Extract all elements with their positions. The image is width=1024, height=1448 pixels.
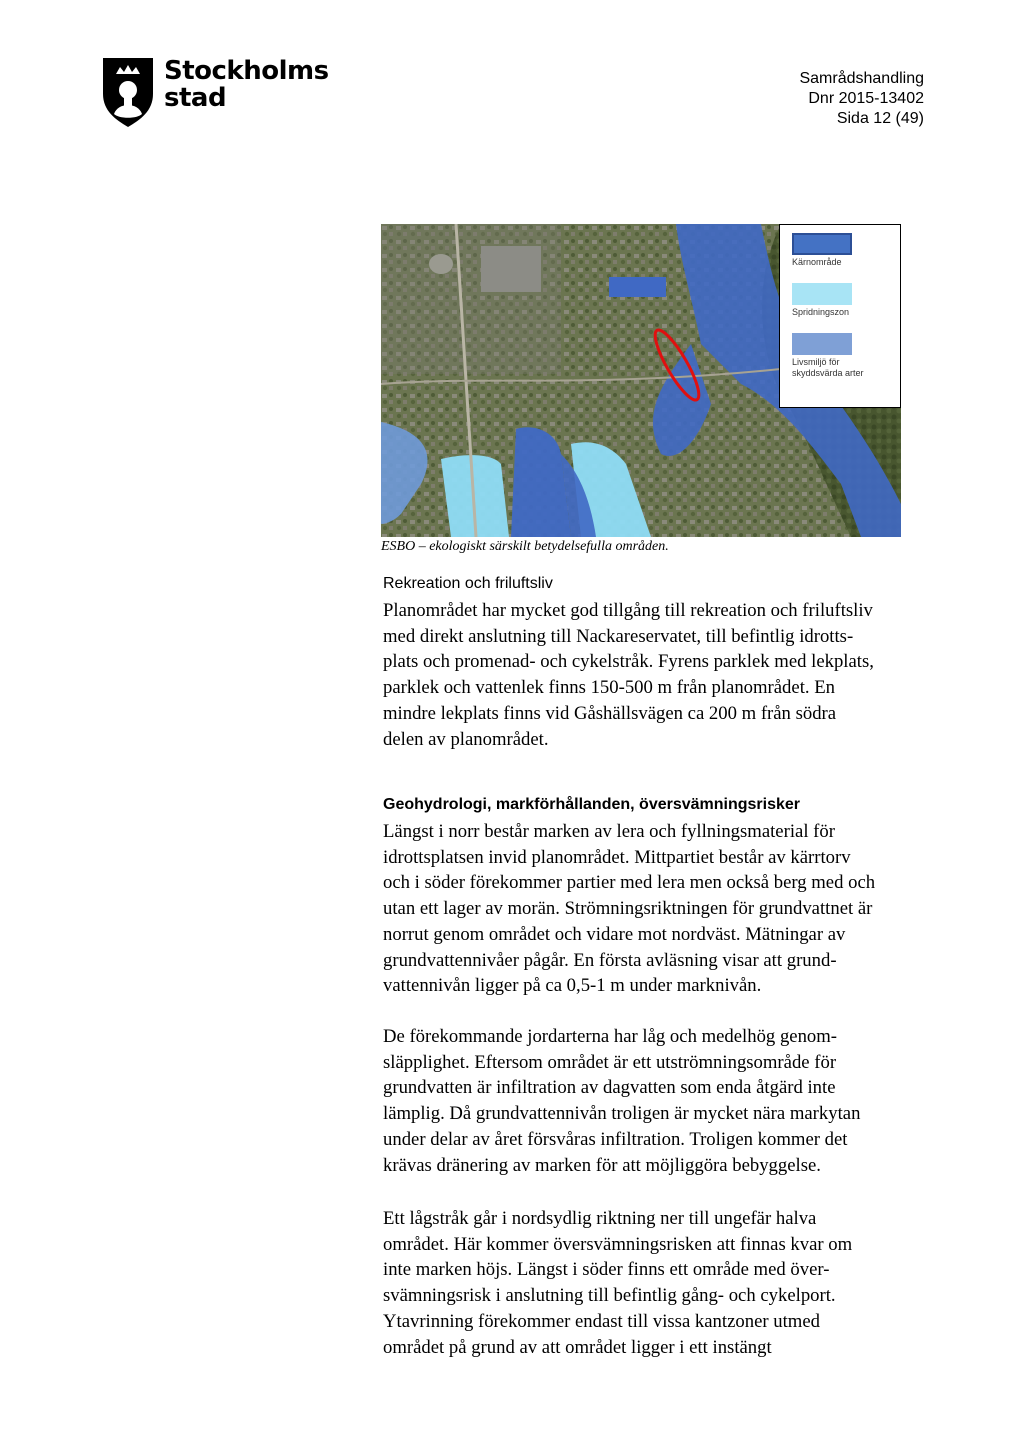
- section-body-geohydrologi-p2: [383, 1024, 943, 1178]
- map-legend: [779, 224, 901, 408]
- crest-icon: [102, 56, 154, 128]
- section-body-geohydrologi-p3: [383, 1206, 943, 1360]
- text-line: svämningsrisk i anslutning till befintlig gång- och cykelport.: [383, 1285, 836, 1307]
- legend-item-spridningszon: [792, 283, 852, 317]
- text-line: lämplig. Då grundvattennivån troligen är mycket nära markytan: [383, 1103, 861, 1125]
- text-line: idrottsplatsen invid planområdet. Mittpartiet består av kärrtorv: [383, 846, 851, 868]
- text-line: släpplighet. Eftersom området är ett utströmningsområde för: [383, 1051, 837, 1073]
- text-line: och i söder förekommer partier med lera men också berg med och: [383, 872, 876, 894]
- text-line: Ytavrinning förekommer endast till vissa kantzoner utmed: [383, 1310, 820, 1332]
- section-heading-rekreation: Rekreation och friluftsliv: [383, 575, 553, 592]
- legend-item-livsmiljo: [792, 333, 892, 379]
- map-caption: ESBO – ekologiskt särskilt betydelsefulla områden.: [381, 539, 669, 554]
- section-body-geohydrologi-p1: [383, 819, 943, 999]
- section-heading-geohydrologi: Geohydrologi, markförhållanden, översvämningsrisker: [383, 796, 801, 813]
- text-line: De förekommande jordarterna har låg och medelhög genom-: [383, 1026, 838, 1047]
- legend-label: Kärnområde: [792, 257, 842, 267]
- text-line: delen av planområdet.: [383, 728, 549, 750]
- text-line: Längst i norr består marken av lera och fyllningsmaterial för: [383, 821, 835, 842]
- logo-text-line-2: stad: [164, 83, 227, 113]
- text-line: norrut genom området och vidare mot nordväst. Mätningar av: [383, 923, 846, 945]
- text-line: grundvatten är infiltration av dagvatten som enda åtgärd inte: [383, 1077, 836, 1099]
- page-number: Sida 12 (49): [836, 110, 924, 127]
- text-line: Ett lågstråk går i nordsydlig riktning ner till ungefär halva: [383, 1208, 817, 1229]
- legend-item-karnomrade: [792, 233, 852, 267]
- legend-label: Spridningszon: [792, 307, 850, 317]
- document-meta: [799, 69, 924, 129]
- legend-label: Livsmiljö för skyddsvärda arter: [792, 357, 864, 378]
- logo-text-line-1: Stockholms: [164, 56, 329, 86]
- doc-type: Samrådshandling: [799, 70, 924, 87]
- text-line: området. Här kommer översvämningsrisken att finnas kvar om: [383, 1233, 853, 1255]
- text-line: vattennivån ligger på ca 0,5-1 m under marknivån.: [383, 975, 762, 997]
- text-line: Planområdet har mycket god tillgång till rekreation och friluftsliv: [383, 600, 873, 621]
- text-line: mindre lekplats finns vid Gåshällsvägen ca 200 m från södra: [383, 702, 837, 724]
- text-line: grundvattennivåer pågår. En första avläsning visar att grund-: [383, 949, 837, 971]
- text-line: utan ett lager av morän. Strömningsriktningen för grundvattnet är: [383, 898, 873, 920]
- text-line: krävas dränering av marken för att möjliggöra bebyggelse.: [383, 1154, 821, 1176]
- stockholms-stad-logo: [102, 56, 329, 128]
- section-body-rekreation: [383, 598, 943, 752]
- text-line: plats och promenad- och cykelstråk. Fyrens parklek med lekplats,: [383, 651, 874, 673]
- legend-swatch: [792, 233, 852, 255]
- text-line: parklek och vattenlek finns 150-500 m från planområdet. En: [383, 677, 835, 699]
- logo-wordmark: [164, 58, 329, 112]
- legend-swatch: [792, 283, 852, 305]
- dnr: Dnr 2015-13402: [808, 90, 924, 107]
- text-line: inte marken höjs. Längst i söder finns ett område med över-: [383, 1259, 830, 1281]
- text-line: under delar av året försvåras infiltration. Troligen kommer det: [383, 1128, 848, 1150]
- text-line: med direkt anslutning till Nackareservatet, till befintlig idrotts-: [383, 625, 854, 647]
- legend-swatch: [792, 333, 852, 355]
- text-line: området på grund av att området ligger i ett instängt: [383, 1336, 772, 1358]
